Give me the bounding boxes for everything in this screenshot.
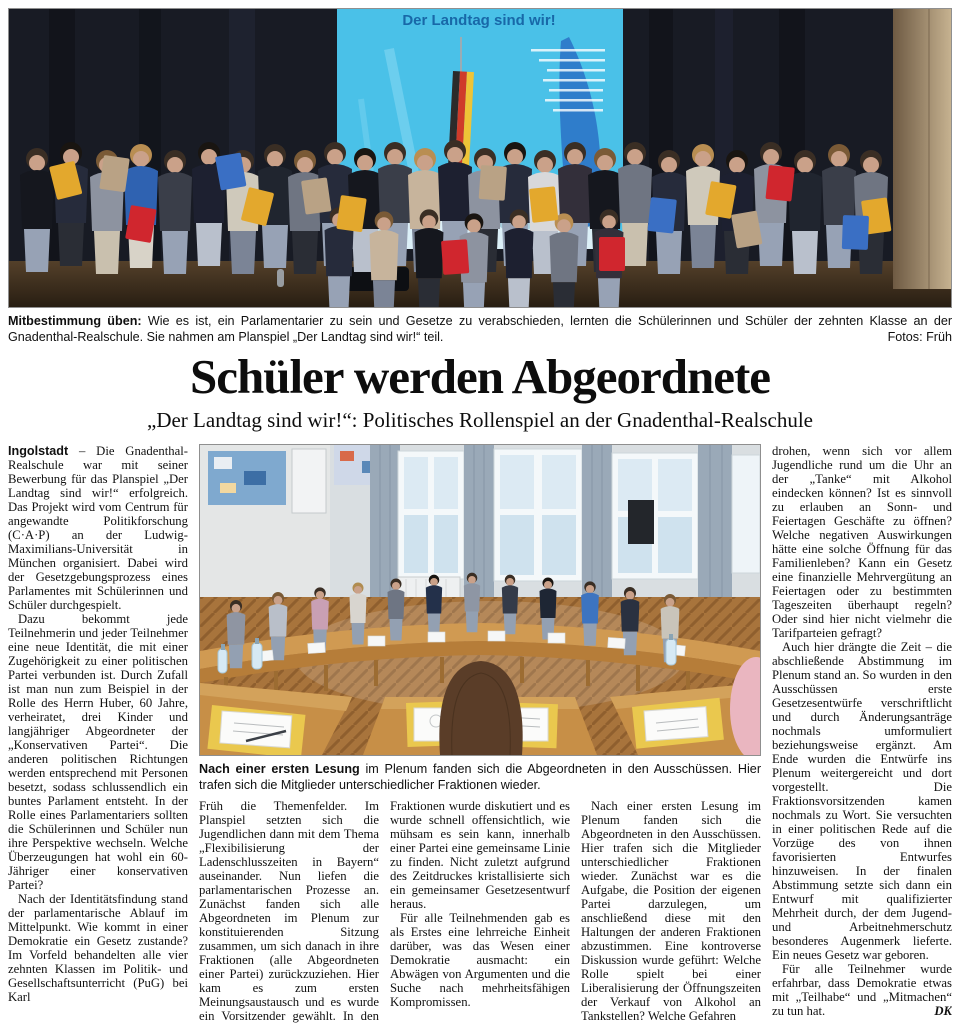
caption-lead: Mitbestimmung üben: bbox=[8, 314, 142, 328]
dateline: Ingolstadt bbox=[8, 444, 69, 458]
photo-credit: Fotos: Früh bbox=[882, 329, 952, 345]
article-column-middle bbox=[199, 444, 761, 1034]
photo-committee-room bbox=[199, 444, 761, 756]
article-headline: Schüler werden Abgeordnete bbox=[189, 349, 771, 404]
article-paragraph: Dazu bekommt jede Teilnehmerin und jeder Teilnehmer eine neue Identität, die mit einer Zugehörigkeit zu einer politischen Partei verbunden ist. Durch Zufall ist man nun zum Beispiel in der Rolle des Herrn Huber, 60 Jahre, verheiratet, drei Kinder und langjähriger Abgeordneter der „Konservativen Partei“. Die anderen politischen Richtungen werden entsprechend mit Personen besetzt, sodass schlussendlich ein buntes Parlament entsteht. In der Rolle eines Parlamentariers sollten die Schülerinnen und Schüler nun ihre Perspektive wechseln. Welche Überzeugungen hat wohl ein 60-Jähriger einer konservativen Partei? bbox=[8, 612, 188, 892]
article-paragraph: drohen, wenn sich vor allem Jugendliche rund um die Uhr an der „Tanke“ mit Alkohol eindecken können? Ist es sinnvoll zu erlauben an Sonn- und Feiertagen Geschäfte zu öffnen? Welche negativen Auswirkungen hätte eine solche Öffnung für das Familienleben? Kann ein Gesetz eine finanzielle Mehrvergütung an Feiertagen oder zu bestimmten Tageszeiten überhaupt regeln? Oder sind hier nicht vielmehr die Tarifparteien gefragt? bbox=[772, 444, 952, 640]
article-paragraph: Auch hier drängte die Zeit – die abschließende Abstimmung im Plenum stand an. So wurden in den Ausschüssen erste Gesetzesentwürfe verschriftlicht und durch Änderungsanträge nochmals umformuliert beziehungsweise ergänzt. Am Ende wurden die Entwürfe ins Plenum weitergereicht und dort vorgestellt. Die Fraktionsvorsitzenden kamen nochmals zu Wort. Sie versuchten in einer politischen Rede auf die Vorzüge des von ihnen favorisierten Entwurfes hinzuweisen. In der finalen Abstimmung setzte sich dann ein Entwurf mit qualifizierter Mehrheit durch, der dem Jugend- und Arbeitnehmerschutz besonderes Augenmerk lieferte. Ein neues Gesetz war geboren. bbox=[772, 640, 952, 962]
article-paragraph: Ingolstadt – Die Gnadenthal-Realschule war mit seiner Bewerbung für das Planspiel „Der Landtag sind wir!“ erfolgreich. Das Projekt wird vom Centrum für angewandte Politikforschung (C·A·P) an der Ludwig-Maximilians-Universität in München organisiert. Dabei wird der Gesetzgebungsprozess eines Parlamentes mit Schülerinnen und Schüler durchgespielt. bbox=[8, 444, 188, 612]
article-subheadline: „Der Landtag sind wir!“: Politisches Rollenspiel an der Gnadenthal-Realschule bbox=[147, 408, 813, 432]
article-paragraph: Für alle Teilnehmer wurde erfahrbar, dass Demokratie etwas mit „Teilhabe“ und „Mitmachen“ zu tun hat. DK bbox=[772, 962, 952, 1018]
caption-lead: Nach einer ersten Lesung bbox=[199, 762, 360, 776]
slide-title: Der Landtag sind wir! bbox=[402, 12, 556, 29]
article-columns-2-4 bbox=[199, 799, 761, 1034]
stage-photo-illustration bbox=[9, 9, 951, 307]
article-paragraph: Nach der Identitätsfindung stand der parlamentarische Ablauf im Mittelpunkt. Wie kommt in einer Demokratie ein Gesetz zustande? Im Vorfeld behandelten alle vier zehnten Klassen im Politik- und Gesellschaftsunterricht (PuG) bei Karl bbox=[8, 892, 188, 1004]
article-column-1 bbox=[8, 444, 188, 1034]
article-body bbox=[8, 444, 952, 1034]
article-paragraph: Nach einer ersten Lesung im Plenum fanden sich die Abgeordneten in den Ausschüssen. Hier trafen sich die Mitglieder unterschiedlicher Fraktionen wieder. Zunächst war es die Aufgabe, die Position der eigenen Partei darzulegen, um anschließend diese mit den Haltungen der anderen Fraktionen abzustimmen. Eine kontroverse Diskussion wurde geführt: Welche Rolle spielt bei einer Liberalisierung der Öffnungszeiten der Verkauf von Alkohol an Tankstellen? Welche Gefahren bbox=[581, 799, 761, 1023]
article-column-5 bbox=[772, 444, 952, 1034]
article-paragraph: Für alle Teilnehmenden gab es als Erstes eine lehrreiche Einheit darüber, was das Wesen einer Demokratie ausmacht: ein Abwägen von Argumenten und die Suche nach mehrheitsfähigen Kompromissen. bbox=[390, 911, 570, 1009]
photo1-caption bbox=[8, 313, 952, 345]
photo-stage-group bbox=[8, 8, 952, 308]
article-paragraph: Früh die Themenfelder. Im Planspiel setzten sich die Jugendlichen dann mit dem Thema „Flexibilisierung der Ladenschlusszeiten in Bayern“ auseinander. Nun liefen die parlamentarischen Prozesse an. Zunächst fanden sich alle Abgeordneten im Plenum zur konstituierenden Sitzung zusammen, um sich danach in ihre Fraktionen (alle Abgeordneten einer Partei) zurückzuziehen. Hier kam es zum ersten Meinungsaustausch und es wurde ein Vorsitzender gewählt. In den Fraktionen wurde diskutiert und es wurde schnell offensichtlich, wie mühsam es sein kann, innerhalb einer Partei eine gemeinsame Linie zu finden. Nicht zuletzt aufgrund des Zeitdruckes kristallisierte sich ein gemeinsamer Gesetzesentwurf heraus. bbox=[199, 799, 570, 1023]
photo2-caption bbox=[199, 761, 761, 793]
caption-text: Wie es ist, ein Parlamentarier zu sein und Gesetze zu verabschieden, lernten die Schülerinnen und Schüler der zehnten Klasse an der Gnadenthal-Realschule. Sie nahmen am Planspiel „Der Landtag sind wir!“ teil. bbox=[8, 314, 953, 344]
classroom-photo-illustration bbox=[200, 445, 760, 755]
author-initials: DK bbox=[934, 1004, 952, 1018]
caption-text: im Plenum fanden sich die Abgeordneten in den Ausschüssen. Hier trafen sich die Mitglieder unterschiedlicher Fraktionen wieder. bbox=[199, 762, 762, 792]
monitor bbox=[628, 500, 654, 544]
